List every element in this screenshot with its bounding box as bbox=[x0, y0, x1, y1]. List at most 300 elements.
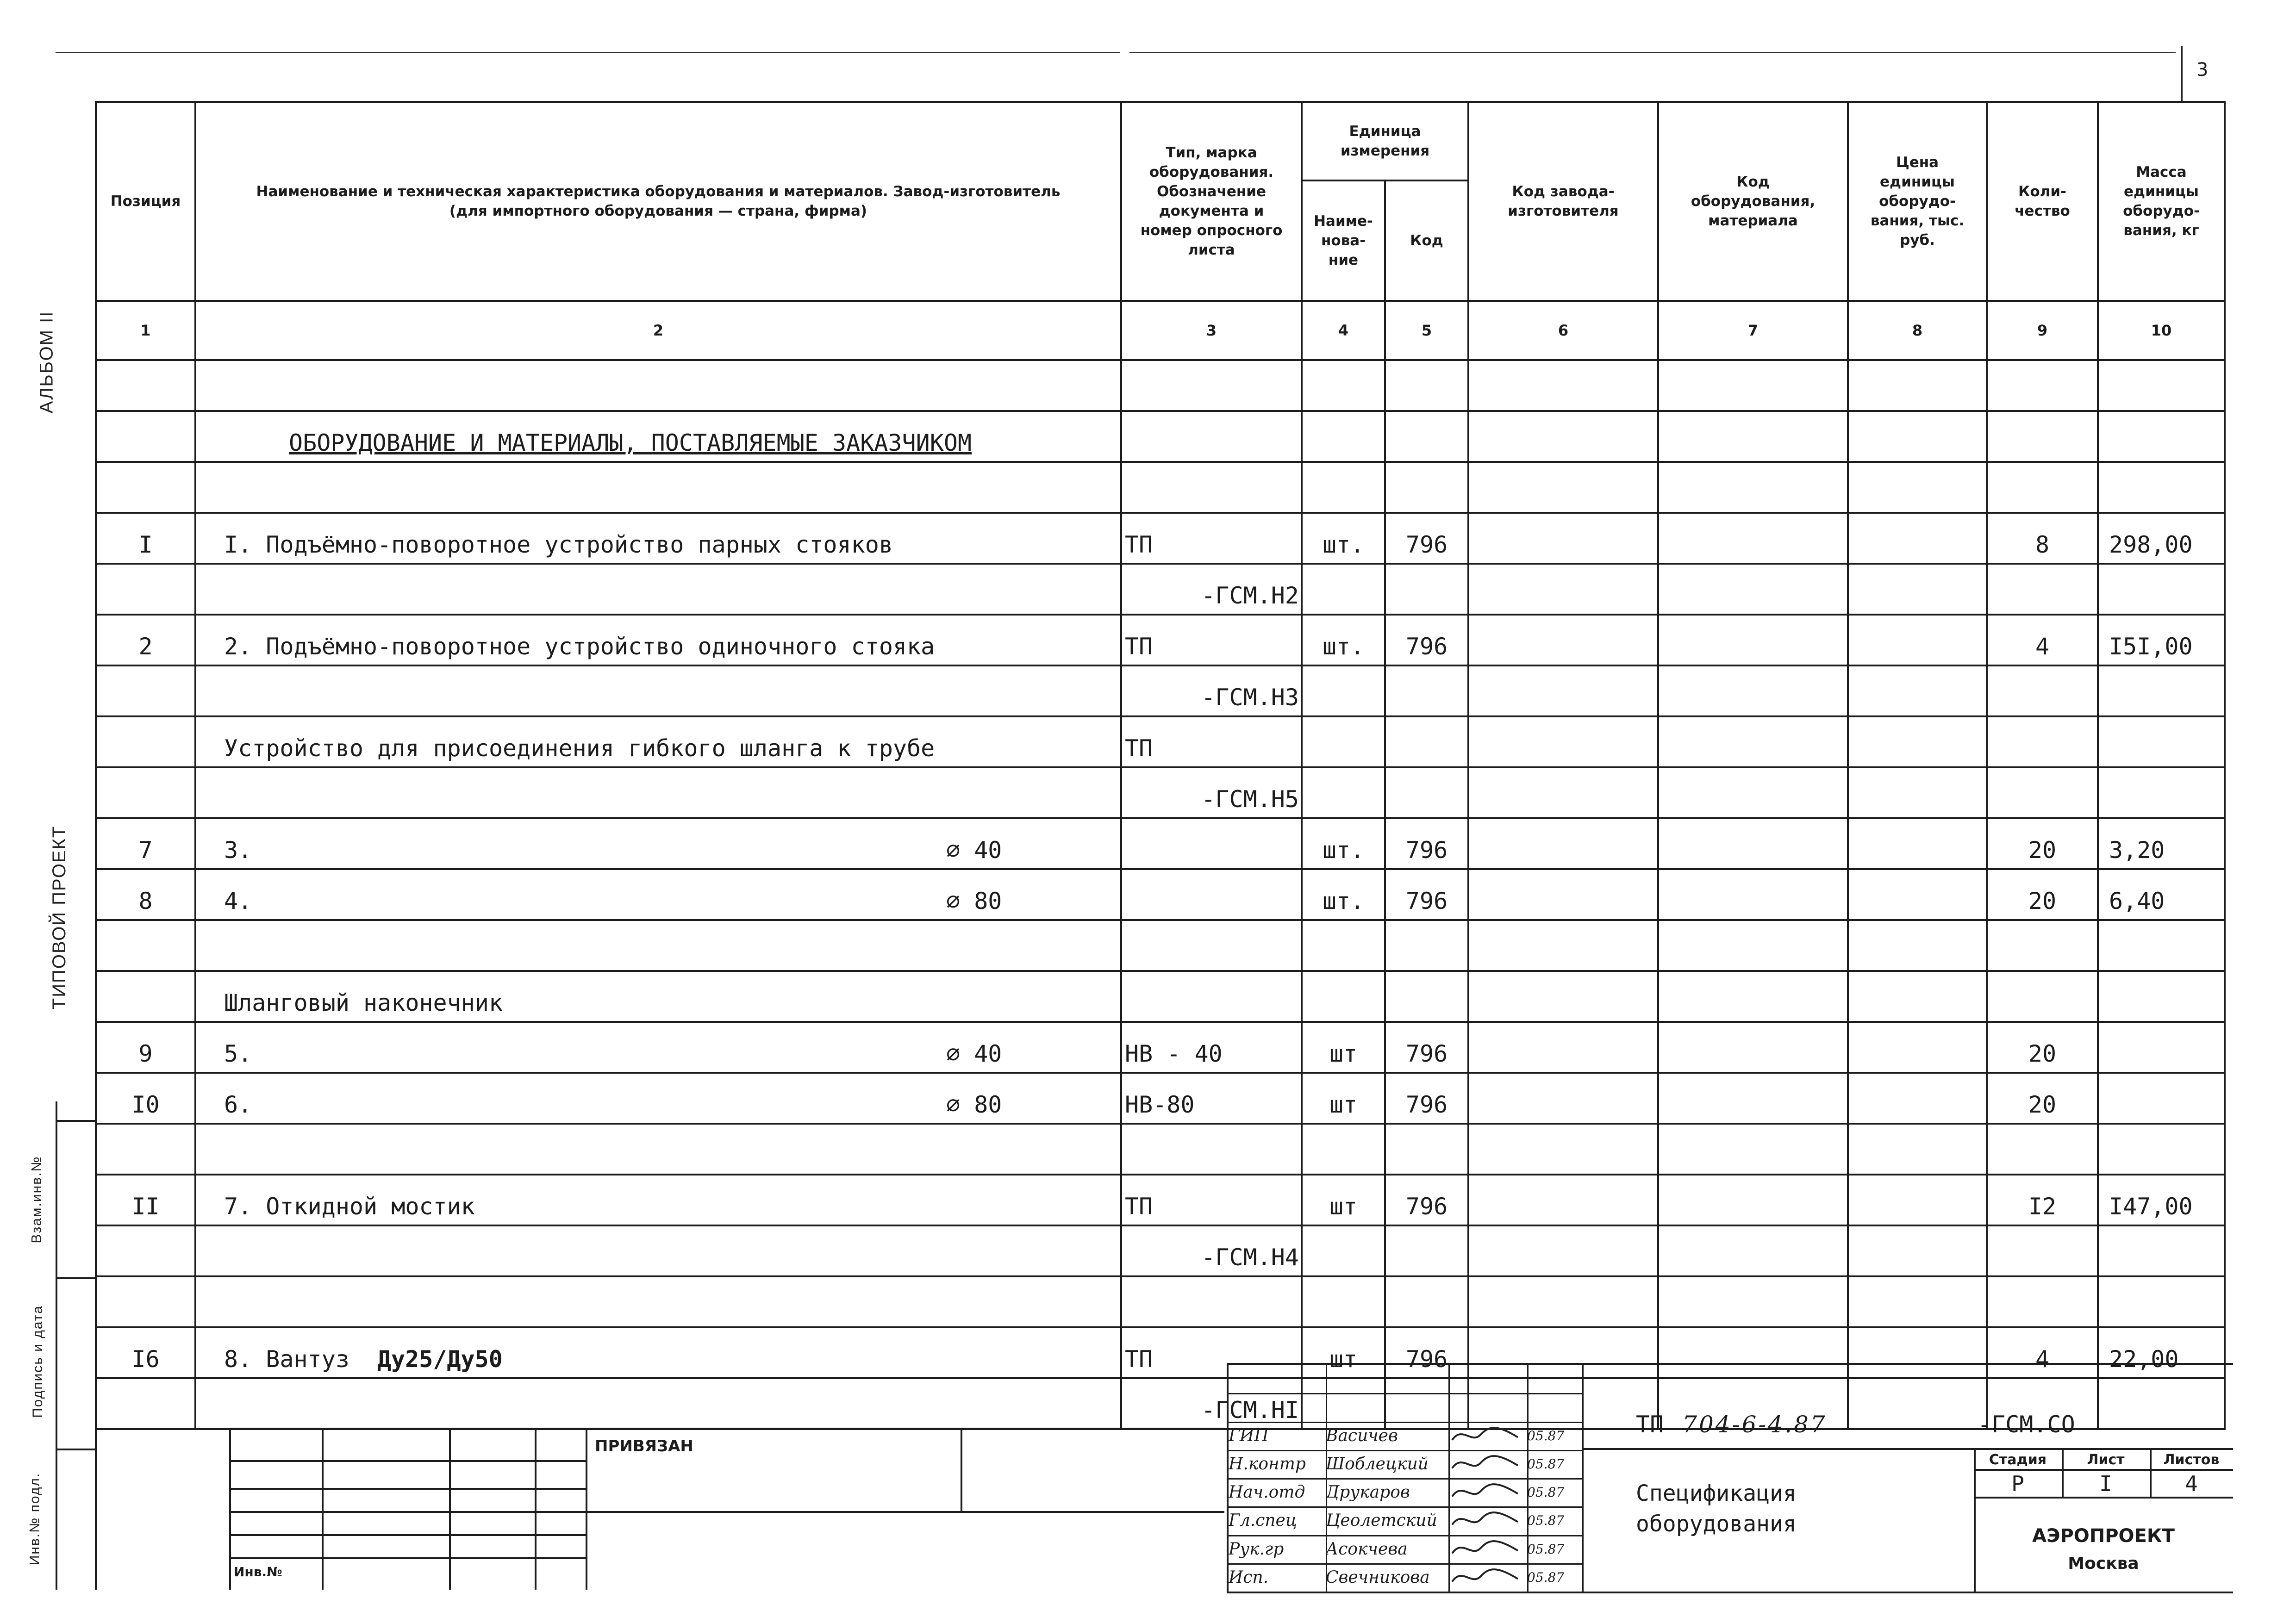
signature-role: ГИП bbox=[1229, 1422, 1327, 1450]
unit-code-cell bbox=[1385, 411, 1468, 462]
factory-code-cell bbox=[1468, 1073, 1658, 1124]
mass-cell bbox=[2098, 462, 2225, 513]
position-cell bbox=[96, 1276, 195, 1327]
table-row bbox=[96, 1073, 2225, 1124]
signature-sign bbox=[1448, 1478, 1529, 1506]
type-cell bbox=[1121, 513, 1302, 564]
unit-code-cell: 796 bbox=[1385, 1073, 1468, 1124]
mass-cell: 6,40 bbox=[2098, 869, 2225, 920]
type-value: -ГСМ.Н5 bbox=[1201, 786, 1299, 813]
stage-value: Р bbox=[2011, 1471, 2024, 1496]
type-cell bbox=[1121, 665, 1302, 716]
handwritten-signature-icon bbox=[1448, 1450, 1522, 1475]
position-cell: I bbox=[96, 513, 195, 564]
price-cell bbox=[1848, 869, 1987, 920]
equipment-code-cell bbox=[1658, 1225, 1848, 1276]
mass-cell bbox=[2098, 360, 2225, 411]
header-unit-group: Единица измерения bbox=[1302, 102, 1468, 180]
tie-in-line bbox=[535, 1428, 537, 1590]
equipment-code-cell bbox=[1658, 564, 1848, 615]
col-number: 3 bbox=[1121, 301, 1302, 360]
col-number: 8 bbox=[1848, 301, 1987, 360]
unit-code-cell bbox=[1385, 971, 1468, 1022]
unit-code-cell bbox=[1385, 360, 1468, 411]
type-cell bbox=[1121, 716, 1302, 767]
signature-date: 05.87 bbox=[1527, 1478, 1583, 1506]
tie-in-line bbox=[229, 1511, 1224, 1513]
type-value: -ГСМ.НI bbox=[1201, 1397, 1299, 1424]
top-border-line bbox=[56, 52, 1120, 53]
handwritten-signature-icon bbox=[1448, 1506, 1522, 1532]
document-suffix: -ГСМ.СО bbox=[1978, 1411, 2075, 1438]
quantity-cell bbox=[1987, 411, 2098, 462]
price-cell bbox=[1848, 767, 1987, 818]
unit-code-cell bbox=[1385, 462, 1468, 513]
diameter-value: ∅ 40 bbox=[946, 1040, 1002, 1067]
type-cell bbox=[1121, 360, 1302, 411]
unit-code-cell: 796 bbox=[1385, 1327, 1468, 1378]
title-block-divider bbox=[1974, 1497, 2233, 1499]
sheet-label: Лист bbox=[2087, 1452, 2125, 1468]
equipment-code-cell bbox=[1658, 1022, 1848, 1073]
unit-name-cell: шт. bbox=[1302, 513, 1385, 564]
type-cell bbox=[1121, 1276, 1302, 1327]
quantity-cell bbox=[1987, 564, 2098, 615]
item-name: 3. bbox=[224, 837, 252, 864]
table-row bbox=[96, 513, 2225, 564]
header-quantity: Коли-чество bbox=[1987, 102, 2098, 301]
sheet-value: I bbox=[2099, 1471, 2112, 1496]
unit-name-cell bbox=[1302, 665, 1385, 716]
unit-name-cell bbox=[1302, 462, 1385, 513]
document-prefix: ТП bbox=[1636, 1411, 1664, 1438]
equipment-code-cell bbox=[1658, 716, 1848, 767]
stage-label: Стадия bbox=[1989, 1452, 2047, 1468]
header-unit-name: Наиме-нова-ние bbox=[1302, 180, 1385, 301]
left-strip-divider-1 bbox=[56, 1120, 95, 1122]
header-equipment-code: Код оборудования, материала bbox=[1658, 102, 1848, 301]
unit-code-cell bbox=[1385, 1225, 1468, 1276]
document-title-line2: оборудования bbox=[1636, 1511, 1797, 1537]
col-number: 1 bbox=[96, 301, 195, 360]
name-cell bbox=[195, 360, 1121, 411]
signature-sign bbox=[1448, 1450, 1529, 1478]
signature-role: Гл.спец bbox=[1229, 1506, 1327, 1535]
signature-date bbox=[1527, 1393, 1583, 1421]
factory-code-cell bbox=[1468, 1022, 1658, 1073]
page-number: 3 bbox=[2196, 59, 2209, 81]
signature-sign bbox=[1448, 1365, 1529, 1393]
page-number-divider bbox=[2181, 46, 2183, 102]
factory-code-cell bbox=[1468, 1276, 1658, 1327]
tie-in-line bbox=[229, 1534, 586, 1536]
unit-code-cell: 796 bbox=[1385, 1175, 1468, 1225]
position-cell bbox=[96, 920, 195, 971]
table-row bbox=[96, 462, 2225, 513]
mass-cell: 3,20 bbox=[2098, 818, 2225, 869]
price-cell bbox=[1848, 564, 1987, 615]
signature-name: Цеолетский bbox=[1326, 1506, 1450, 1535]
factory-code-cell bbox=[1468, 920, 1658, 971]
name-cell bbox=[195, 513, 1121, 564]
mass-cell: 22,00 bbox=[2098, 1327, 2225, 1378]
col-number: 7 bbox=[1658, 301, 1848, 360]
organization bbox=[1978, 1522, 2228, 1578]
equipment-code-cell bbox=[1658, 1073, 1848, 1124]
diameter-value: ∅ 80 bbox=[946, 1091, 1002, 1118]
tie-in-line bbox=[229, 1557, 586, 1559]
tie-in-line bbox=[229, 1488, 586, 1490]
item-name: 7. Откидной мостик bbox=[224, 1193, 475, 1220]
name-cell bbox=[195, 615, 1121, 665]
organization-name: АЭРОПРОЕКТ bbox=[2032, 1525, 2175, 1547]
position-cell bbox=[96, 767, 195, 818]
name-cell bbox=[195, 971, 1121, 1022]
unit-name-cell bbox=[1302, 360, 1385, 411]
unit-name-cell: шт bbox=[1302, 1073, 1385, 1124]
factory-code-cell bbox=[1468, 411, 1658, 462]
tie-in-line bbox=[961, 1428, 962, 1511]
item-name: 5. bbox=[224, 1040, 252, 1067]
name-cell bbox=[195, 564, 1121, 615]
signature-date bbox=[1527, 1365, 1583, 1393]
mass-cell bbox=[2098, 411, 2225, 462]
factory-code-cell bbox=[1468, 615, 1658, 665]
signature-row bbox=[1229, 1478, 1582, 1508]
tie-in-line bbox=[586, 1428, 587, 1590]
signature-role: Исп. bbox=[1229, 1563, 1327, 1592]
equipment-code-cell bbox=[1658, 615, 1848, 665]
tie-in-line bbox=[229, 1460, 586, 1462]
item-designation: Ду25/Ду50 bbox=[377, 1346, 503, 1373]
position-cell bbox=[96, 1124, 195, 1175]
position-cell bbox=[96, 564, 195, 615]
mass-cell: I47,00 bbox=[2098, 1175, 2225, 1225]
table-row bbox=[96, 1175, 2225, 1225]
quantity-cell bbox=[1987, 1225, 2098, 1276]
name-cell bbox=[195, 1327, 1121, 1378]
sheets-label: Листов bbox=[2163, 1452, 2220, 1468]
signature-date: 05.87 bbox=[1527, 1563, 1583, 1592]
handwritten-signature-icon bbox=[1448, 1478, 1522, 1504]
type-value: ТП bbox=[1125, 633, 1153, 660]
equipment-code-cell bbox=[1658, 1276, 1848, 1327]
signature-sign bbox=[1448, 1422, 1529, 1450]
quantity-cell: 20 bbox=[1987, 818, 2098, 869]
name-cell bbox=[195, 1022, 1121, 1073]
unit-name-cell: шт bbox=[1302, 1175, 1385, 1225]
unit-name-cell bbox=[1302, 971, 1385, 1022]
col-number: 4 bbox=[1302, 301, 1385, 360]
quantity-cell bbox=[1987, 716, 2098, 767]
name-cell bbox=[195, 920, 1121, 971]
signature-sign bbox=[1448, 1506, 1529, 1535]
unit-name-cell bbox=[1302, 767, 1385, 818]
signature-name: Свечникова bbox=[1326, 1563, 1450, 1592]
table-row bbox=[96, 971, 2225, 1022]
col-number: 9 bbox=[1987, 301, 2098, 360]
mass-cell bbox=[2098, 767, 2225, 818]
document-title bbox=[1636, 1478, 1797, 1539]
equipment-code-cell bbox=[1658, 1124, 1848, 1175]
header-name: Наименование и техническая характеристика оборудования и материалов. Завод-изготовитель (для импортного оборудования — страна, фирма) bbox=[195, 102, 1121, 301]
table-row bbox=[96, 1225, 2225, 1276]
position-cell: 8 bbox=[96, 869, 195, 920]
factory-code-cell bbox=[1468, 564, 1658, 615]
price-cell bbox=[1848, 513, 1987, 564]
type-cell bbox=[1121, 564, 1302, 615]
signature-role bbox=[1229, 1365, 1327, 1393]
unit-code-cell bbox=[1385, 1124, 1468, 1175]
signature-blank-row bbox=[1229, 1393, 1582, 1423]
type-value: ТП bbox=[1125, 531, 1153, 558]
column-numbers-row bbox=[96, 301, 2225, 360]
equipment-code-cell bbox=[1658, 869, 1848, 920]
document-title-line1: Спецификация bbox=[1636, 1480, 1797, 1506]
type-cell bbox=[1121, 462, 1302, 513]
unit-code-cell bbox=[1385, 920, 1468, 971]
type-cell bbox=[1121, 1225, 1302, 1276]
signature-name: Шоблецкий bbox=[1326, 1450, 1450, 1478]
price-cell bbox=[1848, 411, 1987, 462]
signature-role: Рук.гр bbox=[1229, 1535, 1327, 1563]
signature-sign bbox=[1448, 1535, 1529, 1563]
type-value: -ГСМ.Н4 bbox=[1201, 1244, 1299, 1271]
inv-replace-label: Взам.инв.№ bbox=[29, 1156, 44, 1244]
signature-name: Васичев bbox=[1326, 1422, 1450, 1450]
quantity-cell bbox=[1987, 1276, 2098, 1327]
equipment-code-cell bbox=[1658, 665, 1848, 716]
table-row bbox=[96, 615, 2225, 665]
type-cell bbox=[1121, 920, 1302, 971]
table-row bbox=[96, 564, 2225, 615]
price-cell bbox=[1848, 1124, 1987, 1175]
table-row bbox=[96, 920, 2225, 971]
table-row bbox=[96, 818, 2225, 869]
mass-cell bbox=[2098, 716, 2225, 767]
name-cell bbox=[195, 716, 1121, 767]
table-row bbox=[96, 767, 2225, 818]
price-cell bbox=[1848, 1073, 1987, 1124]
section-heading: ОБОРУДОВАНИЕ И МАТЕРИАЛЫ, ПОСТАВЛЯЕМЫЕ ЗАКАЗЧИКОМ bbox=[289, 429, 972, 456]
quantity-cell bbox=[1987, 920, 2098, 971]
signature-role: Н.контр bbox=[1229, 1450, 1327, 1478]
table-row bbox=[96, 360, 2225, 411]
name-cell bbox=[195, 869, 1121, 920]
position-cell bbox=[96, 462, 195, 513]
signature-role bbox=[1229, 1393, 1327, 1421]
signature-row bbox=[1229, 1563, 1582, 1593]
unit-name-cell: шт bbox=[1302, 1327, 1385, 1378]
equipment-code-cell bbox=[1658, 411, 1848, 462]
type-cell bbox=[1121, 971, 1302, 1022]
position-cell bbox=[96, 360, 195, 411]
position-cell: 7 bbox=[96, 818, 195, 869]
header-mass: Масса единицы оборудо-вания, кг bbox=[2098, 102, 2225, 301]
left-strip-divider-2 bbox=[56, 1277, 95, 1279]
factory-code-cell bbox=[1468, 462, 1658, 513]
mass-cell bbox=[2098, 1225, 2225, 1276]
factory-code-cell bbox=[1468, 360, 1658, 411]
factory-code-cell bbox=[1468, 716, 1658, 767]
quantity-cell: 8 bbox=[1987, 513, 2098, 564]
name-cell bbox=[195, 1225, 1121, 1276]
unit-name-cell bbox=[1302, 716, 1385, 767]
name-cell bbox=[195, 411, 1121, 462]
signature-name: Друкаров bbox=[1326, 1478, 1450, 1506]
unit-name-cell bbox=[1302, 920, 1385, 971]
signature-date: 05.87 bbox=[1527, 1506, 1583, 1535]
col-number: 5 bbox=[1385, 301, 1468, 360]
price-cell bbox=[1848, 920, 1987, 971]
tie-in-line bbox=[449, 1428, 451, 1590]
mass-cell bbox=[2098, 920, 2225, 971]
col-number: 6 bbox=[1468, 301, 1658, 360]
signature-name bbox=[1326, 1365, 1450, 1393]
album-label: АЛЬБОМ II bbox=[36, 311, 57, 414]
table-row bbox=[96, 1022, 2225, 1073]
type-value: -ГСМ.Н3 bbox=[1201, 684, 1299, 711]
quantity-cell: 20 bbox=[1987, 869, 2098, 920]
unit-name-cell: шт. bbox=[1302, 869, 1385, 920]
signature-name bbox=[1326, 1393, 1450, 1421]
type-value: ТП bbox=[1125, 735, 1153, 762]
position-cell bbox=[96, 411, 195, 462]
col-number: 2 bbox=[195, 301, 1121, 360]
equipment-code-cell bbox=[1658, 971, 1848, 1022]
unit-code-cell bbox=[1385, 1276, 1468, 1327]
mass-cell bbox=[2098, 1022, 2225, 1073]
equipment-code-cell bbox=[1658, 920, 1848, 971]
header-position: Позиция bbox=[96, 102, 195, 301]
price-cell bbox=[1848, 818, 1987, 869]
position-cell bbox=[96, 1225, 195, 1276]
equipment-code-cell bbox=[1658, 462, 1848, 513]
signature-date: 05.87 bbox=[1527, 1450, 1583, 1478]
price-cell bbox=[1848, 971, 1987, 1022]
tie-in-label: ПРИВЯЗАН bbox=[595, 1437, 693, 1455]
price-cell bbox=[1848, 1175, 1987, 1225]
factory-code-cell bbox=[1468, 971, 1658, 1022]
header-factory-code: Код завода-изготовителя bbox=[1468, 102, 1658, 301]
item-name: Шланговый наконечник bbox=[224, 989, 503, 1016]
quantity-cell bbox=[1987, 360, 2098, 411]
col-number: 10 bbox=[2098, 301, 2225, 360]
unit-code-cell bbox=[1385, 767, 1468, 818]
unit-name-cell: шт. bbox=[1302, 615, 1385, 665]
unit-code-cell: 796 bbox=[1385, 513, 1468, 564]
quantity-cell bbox=[1987, 665, 2098, 716]
name-cell bbox=[195, 818, 1121, 869]
signature-row bbox=[1229, 1535, 1582, 1565]
handwritten-signature-icon bbox=[1448, 1563, 1522, 1589]
quantity-cell bbox=[1987, 767, 2098, 818]
unit-code-cell bbox=[1385, 716, 1468, 767]
handwritten-signature-icon bbox=[1448, 1422, 1522, 1447]
item-name: 6. bbox=[224, 1091, 252, 1118]
type-cell bbox=[1121, 1073, 1302, 1124]
unit-code-cell: 796 bbox=[1385, 818, 1468, 869]
sign-date-label: Подпись и дата bbox=[30, 1305, 45, 1418]
unit-code-cell: 796 bbox=[1385, 1022, 1468, 1073]
quantity-cell: 4 bbox=[1987, 1327, 2098, 1378]
quantity-cell bbox=[1987, 462, 2098, 513]
quantity-cell: I2 bbox=[1987, 1175, 2098, 1225]
specification-table bbox=[95, 101, 2226, 1435]
signature-row bbox=[1229, 1506, 1582, 1536]
name-cell bbox=[195, 1378, 1121, 1429]
diameter-value: ∅ 80 bbox=[946, 888, 1002, 914]
item-name: I. Подъёмно-поворотное устройство парных стояков bbox=[224, 531, 893, 558]
factory-code-cell bbox=[1468, 1124, 1658, 1175]
name-cell bbox=[195, 462, 1121, 513]
signature-sign bbox=[1448, 1393, 1529, 1421]
table-row bbox=[96, 665, 2225, 716]
price-cell bbox=[1848, 462, 1987, 513]
inv-orig-label: Инв.№ подл. bbox=[27, 1472, 43, 1566]
inventory-label: Инв.№ bbox=[234, 1564, 282, 1579]
name-cell bbox=[195, 1124, 1121, 1175]
name-cell bbox=[195, 1175, 1121, 1225]
price-cell bbox=[1848, 1022, 1987, 1073]
position-cell: 2 bbox=[96, 615, 195, 665]
mass-cell: I5I,00 bbox=[2098, 615, 2225, 665]
header-unit-code: Код bbox=[1385, 180, 1468, 301]
handwritten-signature-icon bbox=[1448, 1535, 1522, 1561]
tie-in-line bbox=[229, 1428, 231, 1590]
title-block-divider bbox=[1974, 1469, 2233, 1471]
quantity-cell bbox=[1987, 1124, 2098, 1175]
type-cell bbox=[1121, 411, 1302, 462]
tie-in-block bbox=[229, 1428, 1224, 1590]
equipment-code-cell bbox=[1658, 513, 1848, 564]
signature-name: Асокчева bbox=[1326, 1535, 1450, 1563]
factory-code-cell bbox=[1468, 767, 1658, 818]
signature-grid bbox=[1229, 1365, 1582, 1592]
position-cell bbox=[96, 665, 195, 716]
factory-code-cell bbox=[1468, 665, 1658, 716]
mass-cell bbox=[2098, 1073, 2225, 1124]
item-name: 8. Вантуз bbox=[224, 1346, 349, 1373]
header-type: Тип, марка оборудования. Обозначение документа и номер опросного листа bbox=[1121, 102, 1302, 301]
price-cell bbox=[1848, 360, 1987, 411]
document-code bbox=[1636, 1411, 1827, 1438]
diameter-value: ∅ 40 bbox=[946, 837, 1002, 864]
equipment-code-cell bbox=[1658, 818, 1848, 869]
title-block-divider bbox=[1582, 1365, 1584, 1592]
unit-name-cell bbox=[1302, 1124, 1385, 1175]
price-cell bbox=[1848, 665, 1987, 716]
unit-code-cell bbox=[1385, 665, 1468, 716]
position-cell bbox=[96, 1378, 195, 1429]
signature-date: 05.87 bbox=[1527, 1535, 1583, 1563]
unit-name-cell bbox=[1302, 564, 1385, 615]
type-value: -ГСМ.Н2 bbox=[1201, 582, 1299, 609]
table-row bbox=[96, 716, 2225, 767]
header-price: Цена единицы оборудо-вания, тыс. руб. bbox=[1848, 102, 1987, 301]
price-cell bbox=[1848, 615, 1987, 665]
unit-name-cell: шт. bbox=[1302, 818, 1385, 869]
factory-code-cell bbox=[1468, 1175, 1658, 1225]
title-block bbox=[1227, 1363, 2233, 1593]
document-number: 704-6-4.87 bbox=[1682, 1411, 1827, 1438]
quantity-cell: 20 bbox=[1987, 1073, 2098, 1124]
signature-sign bbox=[1448, 1563, 1529, 1592]
signature-row bbox=[1229, 1450, 1582, 1480]
type-cell bbox=[1121, 1124, 1302, 1175]
position-cell: II bbox=[96, 1175, 195, 1225]
signature-blank-row bbox=[1229, 1365, 1582, 1394]
